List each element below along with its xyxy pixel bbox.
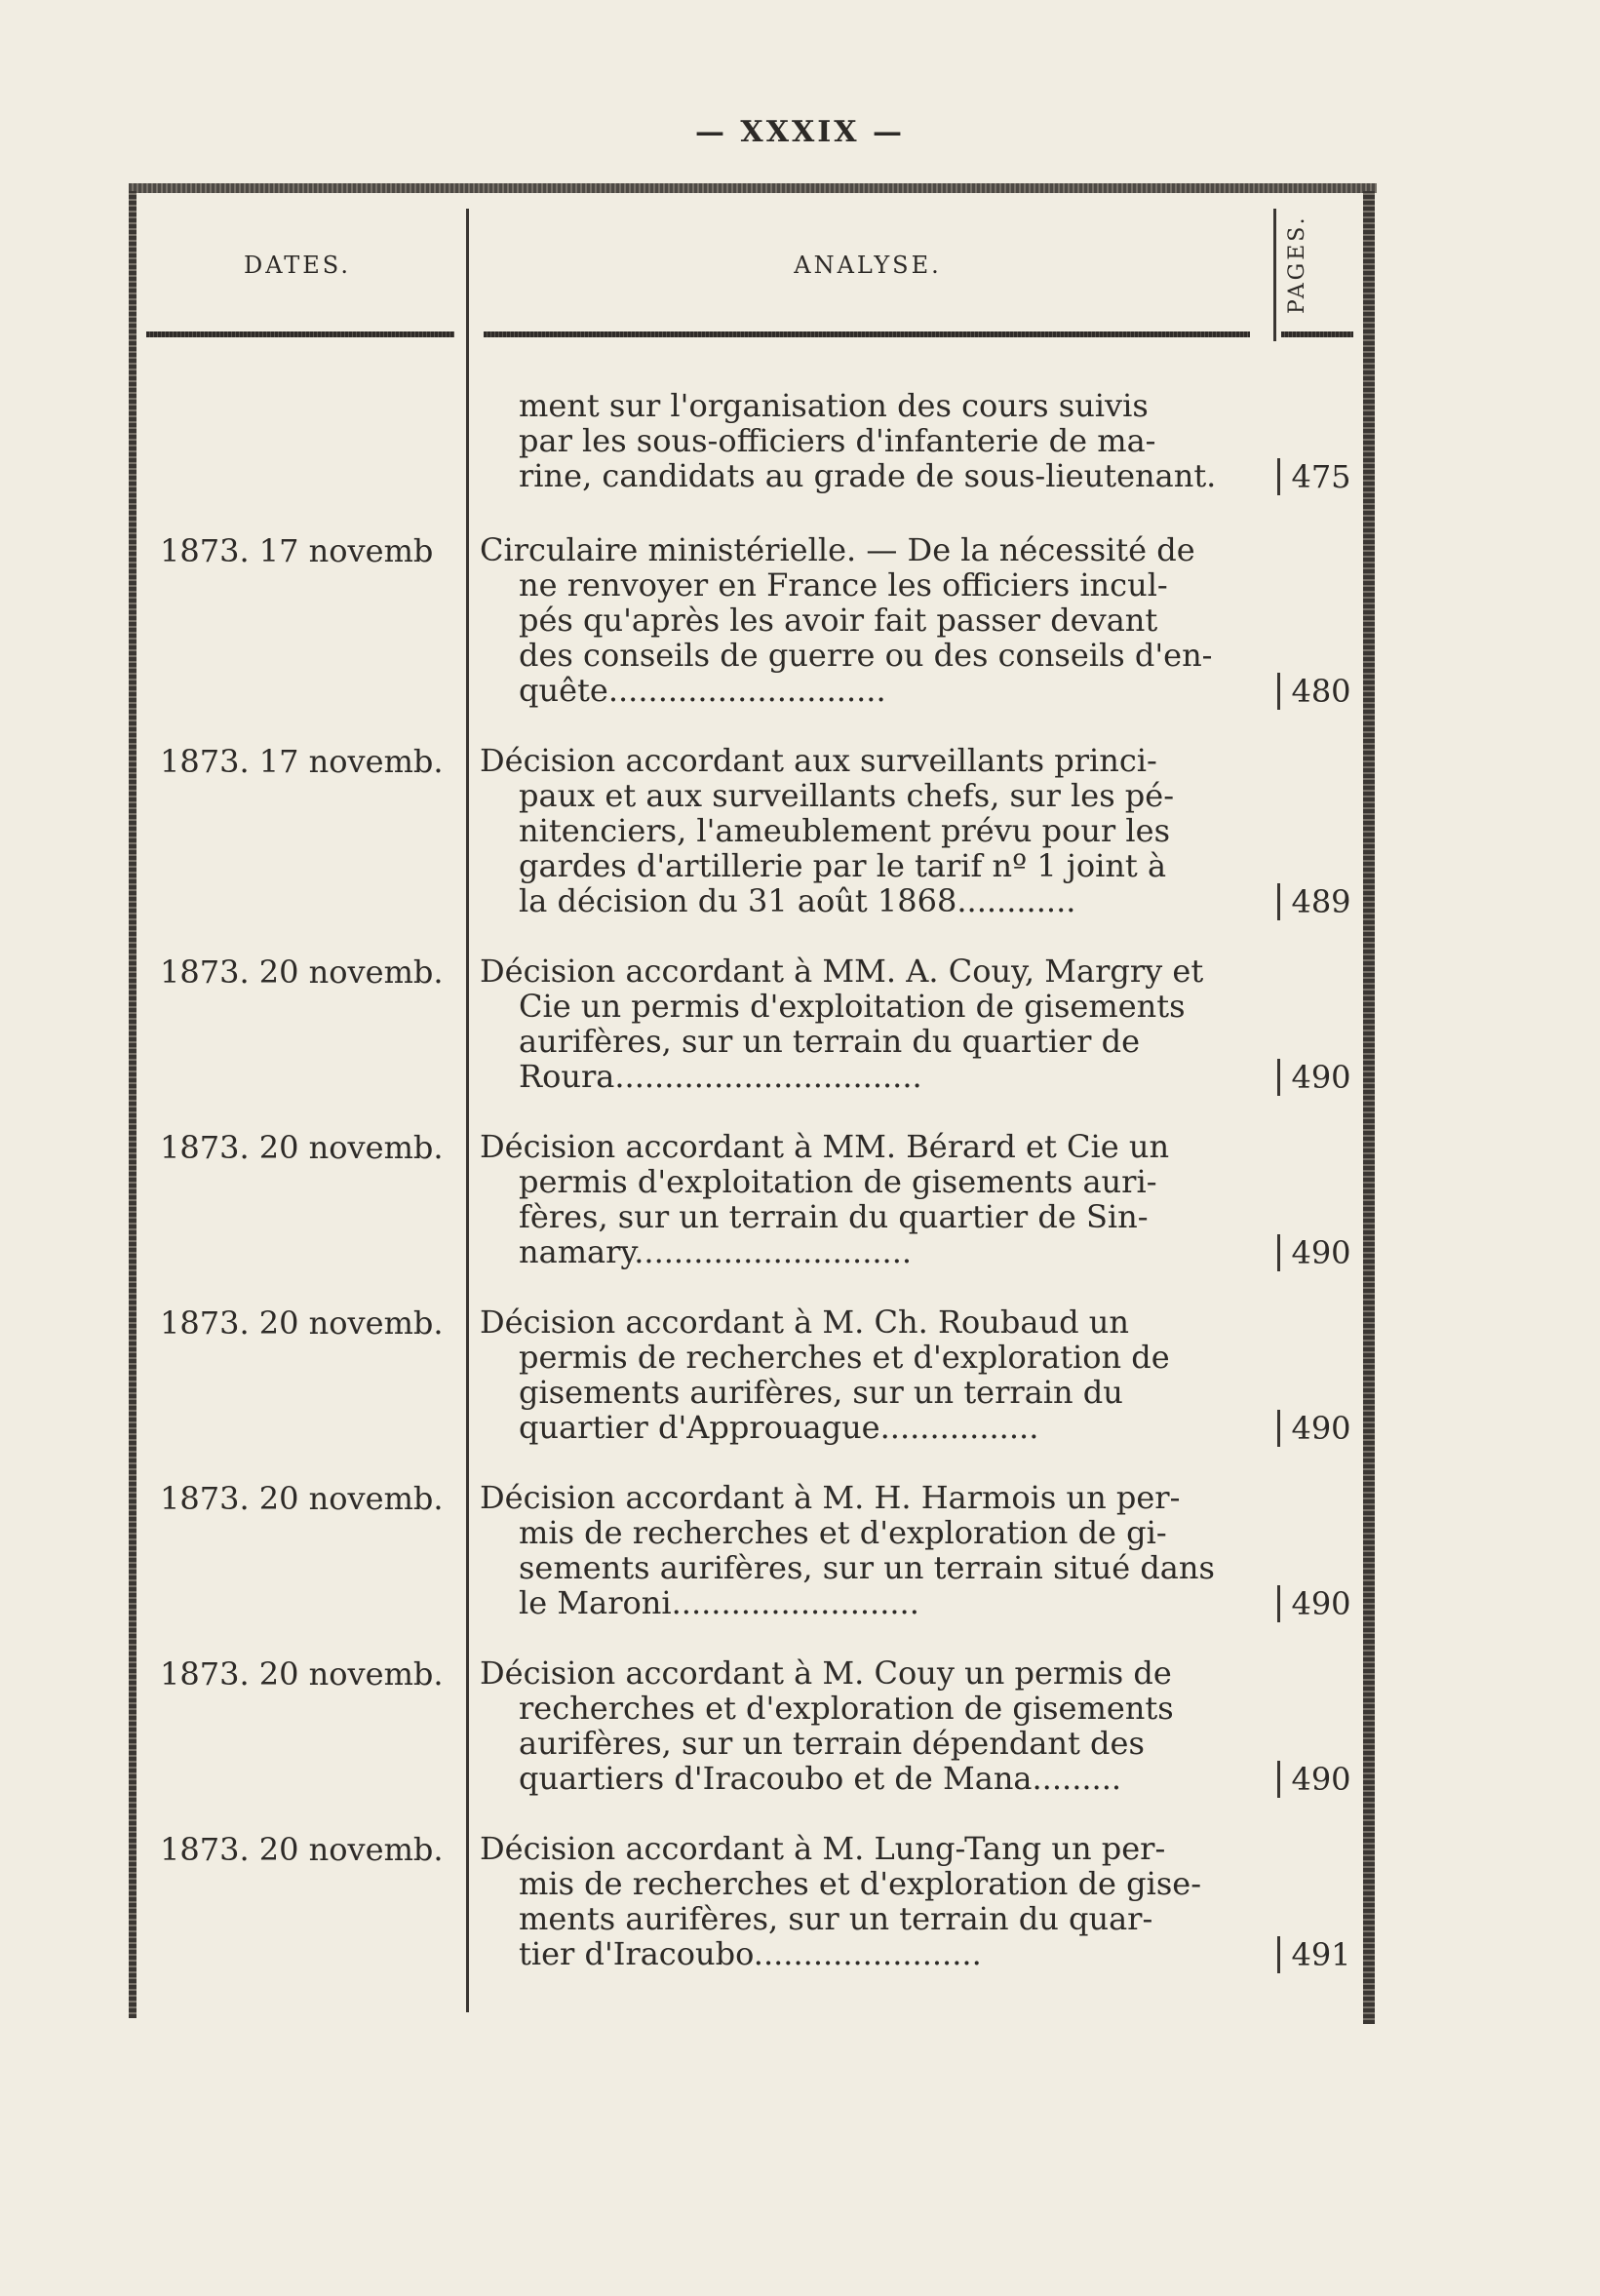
analysis-line: paux et aux surveillants chefs, sur les pé-: [519, 777, 1175, 814]
analysis-line: rine, candidats au grade de sous-lieutenant.: [519, 457, 1217, 494]
analysis-line: par les sous-officiers d'infanterie de ma-: [519, 422, 1156, 459]
analysis-line: mis de recherches et d'exploration de gise-: [519, 1865, 1202, 1902]
entry-analysis: [480, 1480, 1260, 1620]
analysis-line: gardes d'artillerie par le tarif nº 1 joint à: [519, 847, 1167, 884]
analysis-line: Décision accordant à MM. A. Couy, Margry et: [480, 953, 1204, 990]
entry-page-number: 490: [1277, 1585, 1362, 1622]
entry-page-number: 475: [1277, 458, 1362, 495]
entry-page-number: 490: [1277, 1059, 1362, 1096]
analysis-line: ments aurifères, sur un terrain du quar-: [519, 1900, 1153, 1937]
entry-page-number: 490: [1277, 1410, 1362, 1447]
entry-page-number: 489: [1277, 883, 1362, 920]
analysis-line: mis de recherches et d'exploration de gi-: [519, 1514, 1167, 1551]
entry-analysis: [480, 743, 1260, 918]
analysis-line: recherches et d'exploration de gisements: [519, 1690, 1174, 1727]
analysis-line: la décision du 31 août 1868............: [519, 882, 1076, 919]
analysis-line: ne renvoyer en France les officiers incul-: [519, 566, 1168, 603]
header-underline-dates: [146, 331, 454, 337]
analysis-line: aurifères, sur un terrain du quartier de: [519, 1023, 1141, 1060]
entry-date: 1873. 20 novemb.: [160, 1129, 444, 1166]
page-header: — XXXIX —: [694, 115, 906, 149]
analysis-line: permis d'exploitation de gisements auri-: [519, 1163, 1157, 1200]
analysis-line: nitenciers, l'ameublement prévu pour les: [519, 812, 1170, 849]
header-dates: DATES.: [243, 252, 351, 279]
analysis-line: Cie un permis d'exploitation de gisements: [519, 988, 1186, 1025]
analysis-line: gisements aurifères, sur un terrain du: [519, 1374, 1123, 1411]
analysis-line: le Maroni.........................: [519, 1584, 919, 1621]
analysis-line: permis de recherches et d'exploration de: [519, 1339, 1170, 1376]
analysis-line: fères, sur un terrain du quartier de Sin-: [519, 1198, 1149, 1235]
entry-analysis: [480, 1831, 1260, 1971]
table-frame-right: [1363, 191, 1375, 2024]
analysis-line: des conseils de guerre ou des conseils d'en-: [519, 637, 1213, 674]
entry-date: 1873. 20 novemb.: [160, 1655, 444, 1693]
analysis-line: quartier d'Approuague................: [519, 1409, 1039, 1446]
entry-analysis: [480, 388, 1260, 493]
analysis-line: Roura...............................: [519, 1058, 922, 1095]
entry-analysis: [480, 1304, 1260, 1445]
entry-analysis: [480, 1655, 1260, 1796]
entry-page-number: 490: [1277, 1234, 1362, 1271]
entry-analysis: [480, 1129, 1260, 1269]
analysis-line: Décision accordant à M. Lung-Tang un per-: [480, 1830, 1166, 1867]
analysis-line: tier d'Iracoubo.......................: [519, 1935, 982, 1972]
entry-page-number: 491: [1277, 1936, 1362, 1973]
analysis-line: namary............................: [519, 1233, 913, 1270]
header-pages: PAGES.: [1285, 214, 1309, 314]
analysis-line: pés qu'après les avoir fait passer devant: [519, 602, 1158, 639]
entry-analysis: [480, 953, 1260, 1094]
analysis-line: Décision accordant à M. Ch. Roubaud un: [480, 1304, 1129, 1341]
analysis-line: Circulaire ministérielle. — De la nécessité de: [480, 531, 1195, 568]
analysis-line: aurifères, sur un terrain dépendant des: [519, 1725, 1145, 1762]
entry-analysis: [480, 532, 1260, 708]
analysis-line: Décision accordant à M. H. Harmois un per-: [480, 1479, 1181, 1516]
entry-date: 1873. 17 novemb: [160, 532, 434, 569]
analysis-line: quête............................: [519, 672, 886, 709]
header-underline-analyse: [484, 331, 1250, 337]
entry-date: 1873. 20 novemb.: [160, 1480, 444, 1517]
entry-page-number: 480: [1277, 673, 1362, 710]
column-divider-dates: [466, 209, 469, 2012]
table-frame-left: [129, 191, 137, 2018]
table-frame-top: [129, 183, 1377, 193]
column-divider-pages: [1273, 209, 1276, 341]
entry-date: 1873. 20 novemb.: [160, 1831, 444, 1868]
entry-date: 1873. 20 novemb.: [160, 1304, 444, 1342]
header-analyse: ANALYSE.: [794, 252, 942, 279]
analysis-line: quartiers d'Iracoubo et de Mana.........: [519, 1760, 1122, 1797]
entry-page-number: 490: [1277, 1761, 1362, 1798]
analysis-line: ment sur l'organisation des cours suivis: [519, 387, 1149, 424]
entry-date: 1873. 20 novemb.: [160, 953, 444, 991]
analysis-line: Décision accordant aux surveillants princi-: [480, 742, 1157, 779]
analysis-line: Décision accordant à MM. Bérard et Cie un: [480, 1128, 1170, 1165]
header-underline-pages: [1281, 331, 1353, 337]
analysis-line: sements aurifères, sur un terrain situé dans: [519, 1549, 1215, 1586]
entry-date: 1873. 17 novemb.: [160, 743, 444, 780]
analysis-line: Décision accordant à M. Couy un permis de: [480, 1654, 1172, 1692]
